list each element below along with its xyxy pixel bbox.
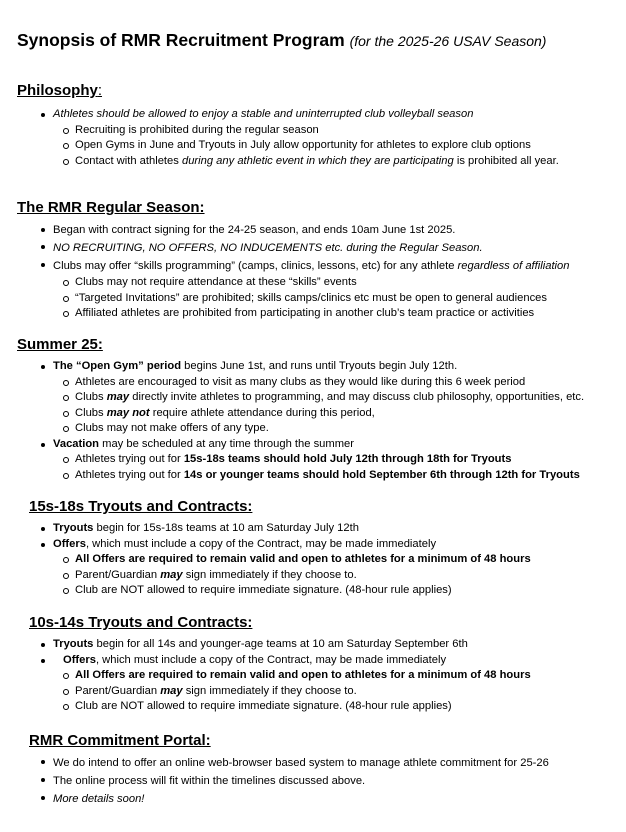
- text-run: sign immediately if they choose to.: [182, 684, 357, 697]
- text-run: Clubs: [75, 406, 107, 419]
- sub-list-item: Open Gyms in June and Tryouts in July allow opportunity for athletes to explore club options: [0, 138, 559, 154]
- text-run: , which must include a copy of the Contract, may be made immediately: [85, 537, 437, 550]
- sub-list-item: [0, 154, 559, 170]
- text-run: may be scheduled at any time through the summer: [99, 437, 354, 450]
- bullet-list: [0, 521, 531, 599]
- list-item: [0, 653, 531, 669]
- sub-list-item: Athletes are encouraged to visit as many clubs as they would like during this 6 week period: [0, 375, 584, 391]
- text-run: begin for 15s-18s teams at 10 am Saturday July 12th: [93, 522, 359, 534]
- text-run: may: [160, 568, 183, 581]
- section-heading: The RMR Regular Season:: [17, 199, 205, 216]
- sub-list-item: Recruiting is prohibited during the regular season: [0, 123, 559, 139]
- text-run: may: [160, 684, 183, 697]
- list-item: [0, 359, 584, 375]
- text-run: begin for all 14s and younger-age teams at 10 am Saturday September 6th: [93, 638, 468, 650]
- sub-list-item: Affiliated athletes are prohibited from participating in another club’s team practice or activities: [0, 306, 569, 322]
- sub-list: [0, 275, 569, 322]
- sub-list: [0, 668, 531, 715]
- sub-list-item: Club are NOT allowed to require immediate signature. (48-hour rule applies): [0, 699, 531, 715]
- text-run: Offers: [63, 653, 96, 666]
- bullet-list: [0, 107, 559, 169]
- sub-list-item: “Targeted Invitations” are prohibited; skills camps/clinics etc must be open to general audiences: [0, 291, 569, 307]
- text-run: require athlete attendance during this period,: [149, 406, 375, 419]
- text-run: Contact with athletes: [75, 154, 182, 167]
- text-run: begins June 1st, and runs until Tryouts begin July 12th.: [181, 360, 458, 372]
- sub-list-wrapper: [0, 452, 584, 483]
- sub-list-wrapper: [0, 552, 531, 599]
- bullet-list: [0, 637, 531, 715]
- sub-list-wrapper: [0, 668, 531, 715]
- sub-list-item: Clubs may not require attendance at these “skills” events: [0, 275, 569, 291]
- text-run: 15s-18s teams should hold July 12th through 18th for Tryouts: [183, 453, 512, 465]
- sub-list-item: [0, 390, 584, 406]
- sub-list-wrapper: [0, 123, 559, 170]
- list-item: [0, 637, 531, 653]
- sub-list-item: [0, 568, 531, 584]
- section-heading: 10s-14s Tryouts and Contracts:: [29, 614, 253, 631]
- sub-list-item: All Offers are required to remain valid and open to athletes for a minimum of 48 hours: [0, 668, 531, 684]
- text-run: Clubs may offer “skills programming” (camps, clinics, lessons, etc) for any athlete: [53, 260, 458, 272]
- sub-list-wrapper: [0, 375, 584, 437]
- section-heading: RMR Commitment Portal:: [29, 732, 211, 749]
- section-heading: 15s-18s Tryouts and Contracts:: [29, 498, 253, 515]
- sub-list: [0, 123, 559, 170]
- text-run: regardless of affiliation: [457, 260, 570, 272]
- text-run: Offers: [53, 537, 86, 550]
- sub-list-item: [0, 406, 584, 422]
- list-item: The online process will fit within the timelines discussed above.: [0, 772, 549, 790]
- sub-list-item: All Offers are required to remain valid and open to athletes for a minimum of 48 hours: [0, 552, 531, 568]
- text-run: during any athletic event in which they are participating: [181, 154, 454, 167]
- sub-list: [0, 552, 531, 599]
- title-main: Synopsis of RMR Recruitment Program: [17, 30, 345, 50]
- sub-list-wrapper: [0, 275, 569, 322]
- text-run: Clubs: [75, 391, 107, 403]
- text-run: , which must include a copy of the Contract, may be made immediately: [95, 653, 447, 666]
- title-subtitle: (for the 2025-26 USAV Season): [349, 33, 547, 49]
- text-run: Tryouts: [53, 522, 94, 534]
- text-run: is prohibited all year.: [453, 154, 559, 167]
- sub-list: [0, 452, 584, 483]
- text-run: Parent/Guardian: [75, 568, 161, 581]
- text-run: Vacation: [53, 437, 100, 450]
- text-run: The “Open Gym” period: [53, 360, 182, 372]
- bullet-list: [0, 222, 569, 322]
- text-run: Tryouts: [53, 638, 94, 650]
- bullet-list: [0, 754, 549, 808]
- text-run: Parent/Guardian: [75, 684, 161, 697]
- sub-list-item: Club are NOT allowed to require immediate signature. (48-hour rule applies): [0, 583, 531, 599]
- heading-colon: :: [97, 82, 103, 99]
- list-item: NO RECRUITING, NO OFFERS, NO INDUCEMENTS etc. during the Regular Season.: [0, 239, 569, 257]
- sub-list-item: Clubs may not make offers of any type.: [0, 421, 584, 437]
- text-run: 14s or younger teams should hold September 6th through 12th for Tryouts: [183, 468, 580, 481]
- list-item: [0, 257, 569, 275]
- text-run: Athletes trying out for: [75, 453, 184, 465]
- sub-list: [0, 375, 584, 437]
- text-run: directly invite athletes to programming, and may discuss club philosophy, opportunities, etc.: [129, 391, 585, 403]
- list-item: [0, 537, 531, 553]
- list-item: Began with contract signing for the 24-25 season, and ends 10am June 1st 2025.: [0, 222, 569, 239]
- text-run: may not: [106, 406, 150, 419]
- text-run: may: [106, 391, 130, 403]
- sub-list-item: [0, 684, 531, 700]
- list-item: [0, 437, 584, 453]
- text-run: sign immediately if they choose to.: [182, 568, 357, 581]
- heading-text: Philosophy: [17, 82, 98, 99]
- list-item: More details soon!: [0, 790, 549, 808]
- bullet-list: [0, 359, 584, 483]
- section-heading: Summer 25:: [17, 336, 103, 353]
- list-item: Athletes should be allowed to enjoy a stable and uninterrupted club volleyball season: [0, 107, 559, 123]
- list-item: [0, 521, 531, 537]
- sub-list-item: [0, 452, 584, 468]
- sub-list-item: [0, 468, 584, 484]
- text-run: Athletes trying out for: [75, 468, 184, 481]
- document-title: [17, 30, 546, 51]
- section-heading: [17, 82, 102, 99]
- list-item: We do intend to offer an online web-browser based system to manage athlete commitment for 25-26: [0, 754, 549, 772]
